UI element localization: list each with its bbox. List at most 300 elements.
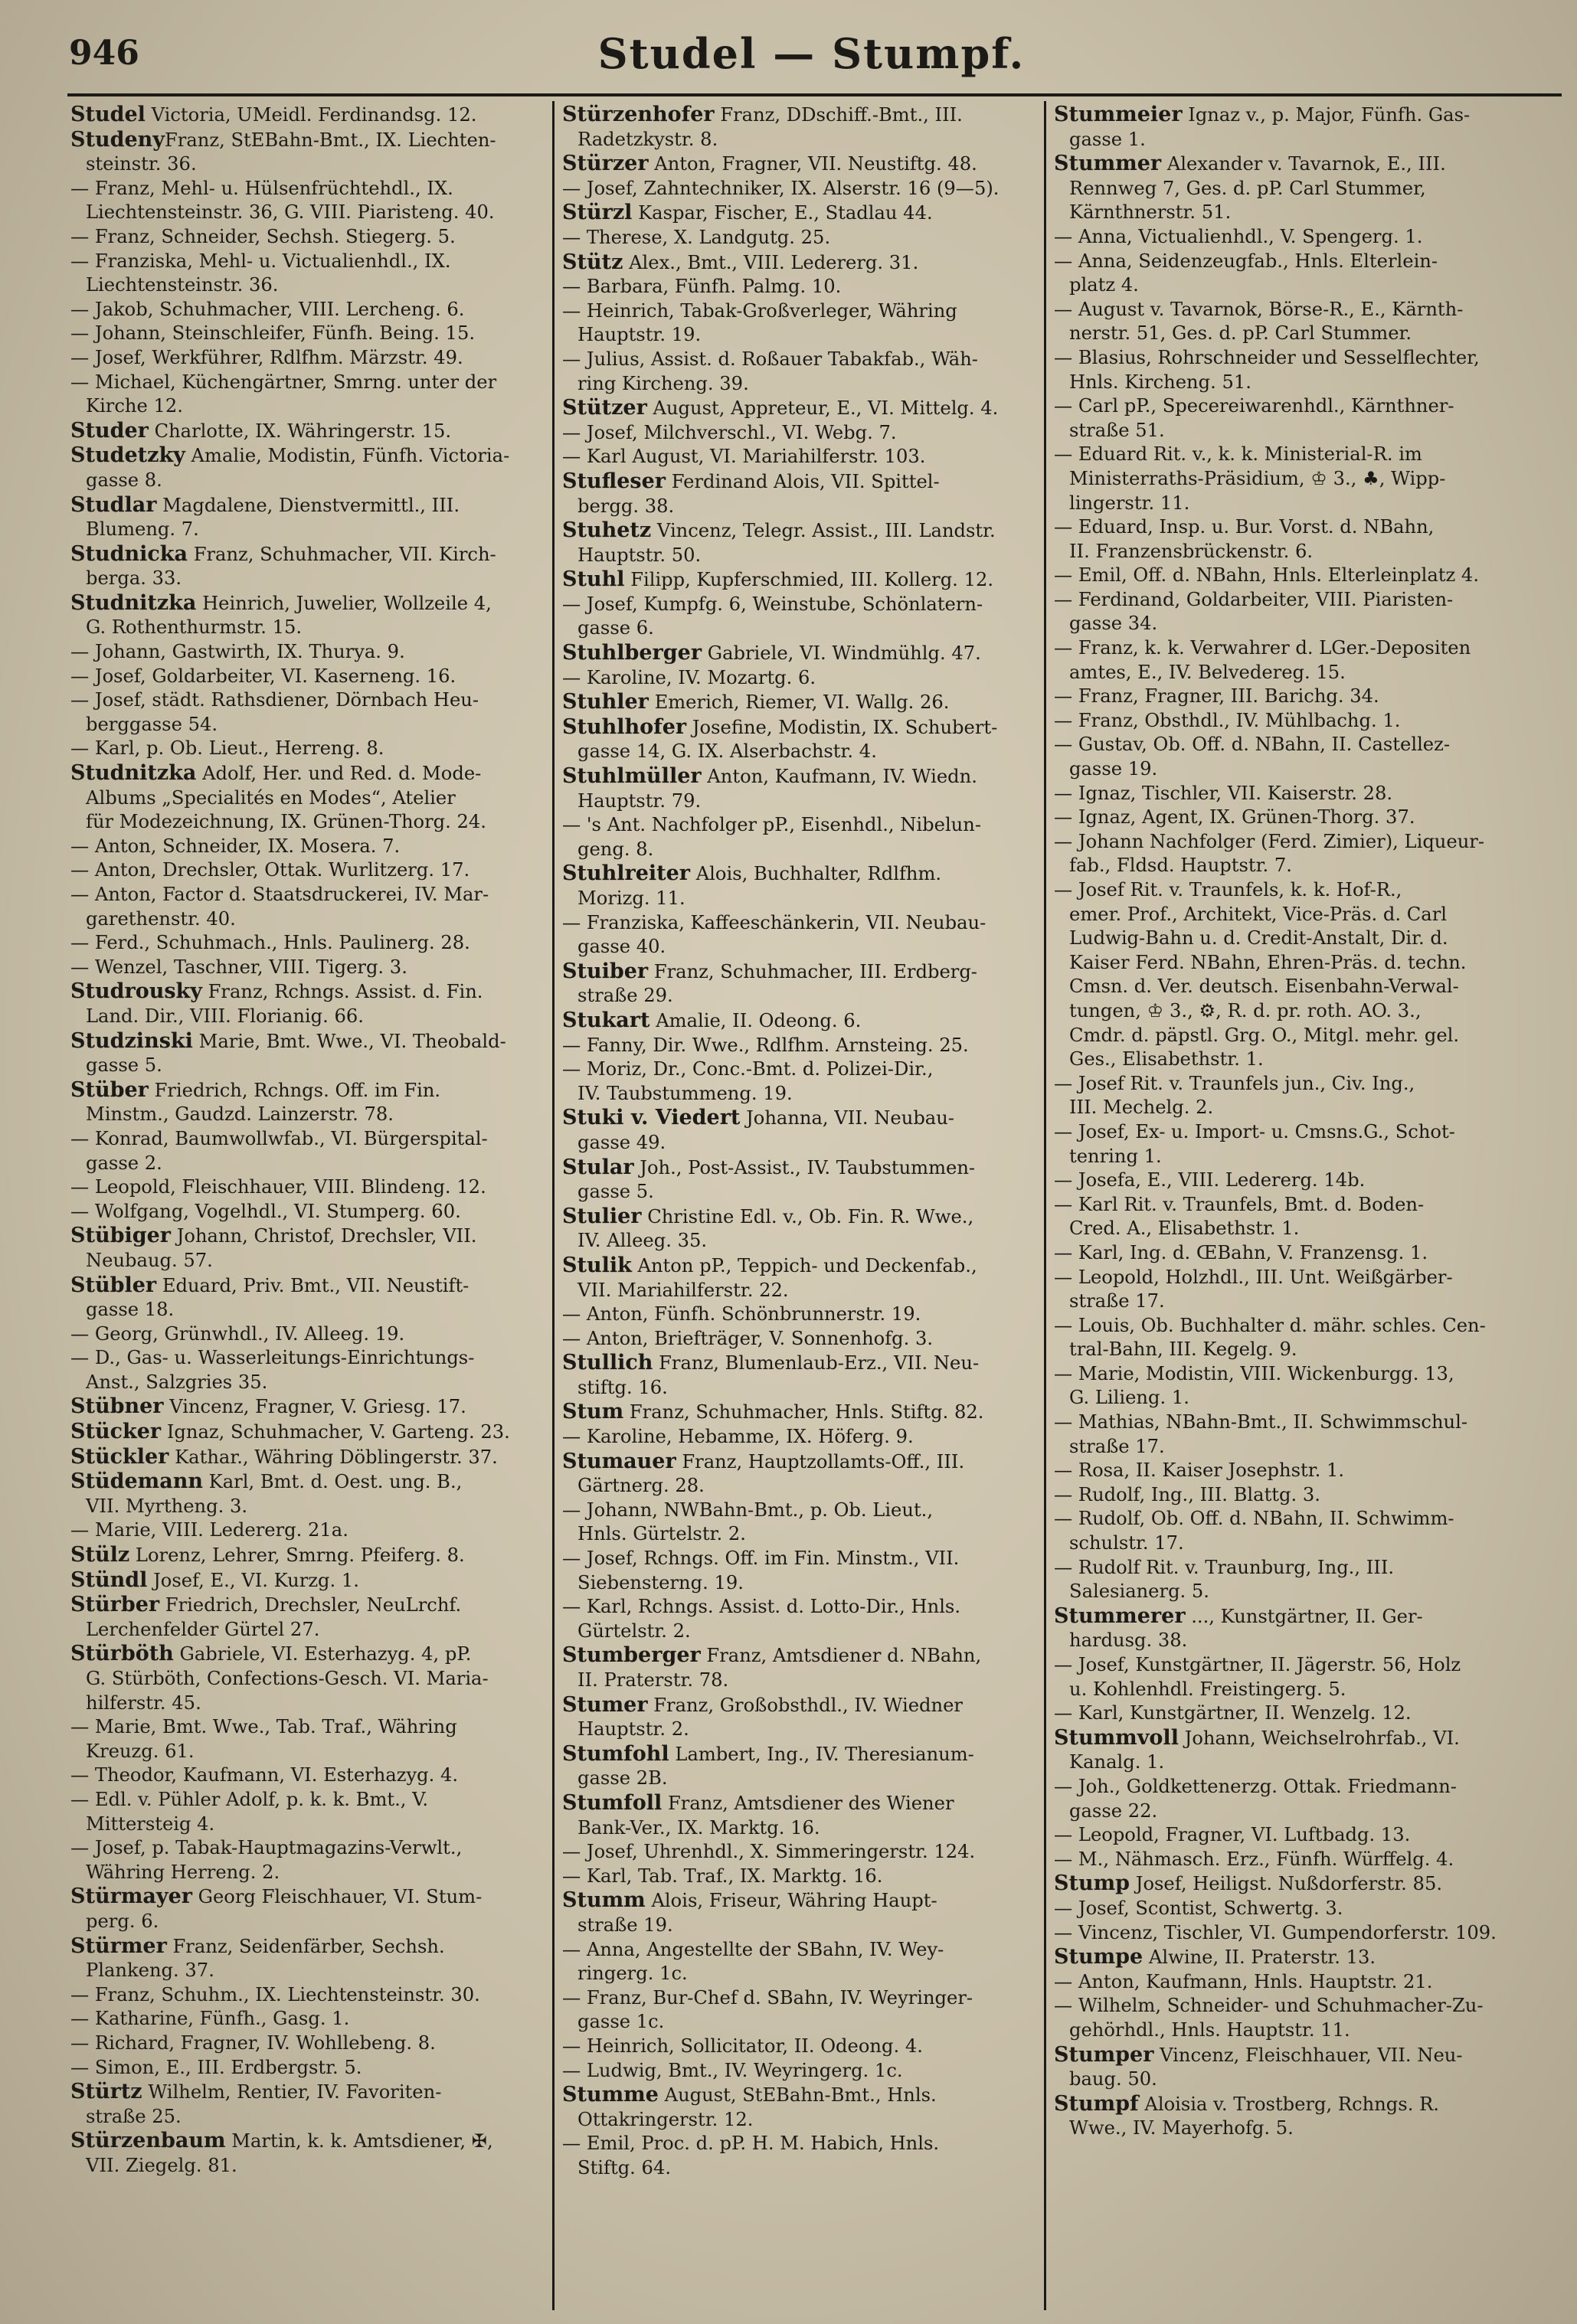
directory-entry [70,2031,551,2056]
directory-entry [70,322,551,346]
entry-line: — Mathias, NBahn-Bmt., II. Schwimmschul- [1054,1411,1468,1433]
entry-surname: Stütz [562,250,623,274]
directory-entry [562,764,1043,813]
entry-line: Land. Dir., VIII. Florianig. 66. [86,1005,364,1027]
entry-line: gasse 19. [1069,758,1158,780]
entry-line: — Jakob, Schuhmacher, VIII. Lercheng. 6. [70,298,465,320]
entry-text: Magdalene, Dienstvermittl., III. [156,494,460,516]
entry-surname: Stüdemann [70,1469,203,1494]
entry-text: Franz, Hauptzollamts-Off., III. [676,1450,965,1473]
entry-text: Alwine, II. Praterstr. 13. [1143,1946,1376,1969]
directory-entry [562,567,1043,593]
entry-line [562,2083,1043,2108]
directory-entry [562,1425,1043,1450]
entry-surname: Stumauer [562,1449,676,1473]
entry-surname: Stulik [562,1253,632,1277]
entry-line: fab., Fldsd. Hauptstr. 7. [1069,855,1292,877]
directory-entry [562,1155,1043,1204]
entry-surname: Stüber [70,1077,149,1102]
entry-text: Amalie, II. Odeong. 6. [649,1009,862,1031]
entry-line: Anst., Salzgries 35. [86,1371,268,1393]
entry-line: Wwe., IV. Mayerhofg. 5. [1069,2117,1294,2139]
entry-text: Friedrich, Drechsler, NeuLrchf. [159,1594,462,1616]
entry-line: — Eduard, Insp. u. Bur. Vorst. d. NBahn, [1054,516,1435,538]
directory-entry [1054,2043,1535,2092]
entry-text: Josefine, Modistin, IX. Schubert- [686,716,998,738]
directory-entry [1054,1266,1535,1314]
directory-entry [562,250,1043,276]
entry-text: Franz, Blumenlaub-Erz., VII. Neu- [653,1352,980,1374]
entry-line: — Josef, Scontist, Schwertg. 3. [1054,1897,1343,1919]
column-divider [1044,101,1046,2310]
directory-entry [1054,1653,1535,1701]
entry-line [70,1224,551,1249]
entry-line: — Josef, Kunstgärtner, II. Jägerstr. 56, Holz [1054,1654,1461,1675]
entry-text: Marie, Bmt. Wwe., VI. Theobald- [192,1030,506,1052]
entry-line: — Marie, VIII. Ledererg. 21a. [70,1519,348,1541]
directory-entry [1054,1848,1535,1872]
entry-line: — Josef, Goldarbeiter, VI. Kaserneng. 16. [70,665,456,687]
entry-text: Johanna, VII. Neubau- [740,1107,954,1129]
entry-line: VII. Mariahilferstr. 22. [577,1279,789,1301]
entry-line: Hnls. Kircheng. 51. [1069,371,1251,393]
entry-text: ..., Kunstgärtner, II. Ger- [1185,1605,1423,1627]
entry-text: August, StEBahn-Bmt., Hnls. [658,2084,937,2107]
directory-entry [70,835,551,859]
entry-line: — Karoline, IV. Mozartg. 6. [562,666,816,688]
entry-line: — Leopold, Holzhdl., III. Unt. Weißgärber- [1054,1266,1453,1288]
entry-line [562,1888,1043,1914]
directory-entry [1054,2092,1535,2141]
entry-line: III. Mechelg. 2. [1069,1097,1214,1119]
entry-line: — Fanny, Dir. Wwe., Rdlfhm. Arnsteing. 25. [562,1034,969,1056]
entry-line: u. Kohlenhdl. Freistingerg. 5. [1069,1678,1346,1700]
entry-surname: Stübiger [70,1224,172,1248]
entry-line: Plankeng. 37. [86,1960,214,1982]
directory-entry [562,1450,1043,1499]
directory-entry [1054,733,1535,781]
entry-line [562,764,1043,789]
directory-entry [562,1327,1043,1352]
entry-line: — Johann, Steinschleifer, Fünfh. Being. 15. [70,322,476,345]
entry-text: Alexander v. Tavarnok, E., III. [1161,153,1446,175]
directory-entry [562,445,1043,469]
entry-line: — Karl, p. Ob. Lieut., Herreng. 8. [70,737,384,760]
entry-surname: Stulier [562,1204,642,1228]
column-divider [552,101,555,2310]
entry-surname: Stufleser [562,469,666,493]
entry-line: Gärtnerg. 28. [577,1475,705,1497]
directory-entry [70,1445,551,1470]
entry-line: — Josef Rit. v. Traunfels jun., Civ. Ing., [1054,1072,1415,1094]
entry-text: Johann, Christof, Drechsler, VII. [171,1225,477,1247]
entry-text: Filipp, Kupferschmied, III. Kollerg. 12. [624,569,994,591]
entry-surname: Studetzky [70,443,185,468]
directory-entry [1054,443,1535,515]
entry-line: Lerchenfelder Gürtel 27. [86,1618,320,1640]
entry-line: amtes, E., IV. Belvedereg. 15. [1069,661,1346,683]
directory-entry [562,1204,1043,1254]
entry-line: Ludwig-Bahn u. d. Credit-Anstalt, Dir. d. [1069,927,1448,950]
entry-line: tenring 1. [1069,1145,1162,1167]
entry-line: — Josef, Werkführer, Rdlfhm. Märzstr. 49. [70,346,463,368]
entry-line: Hauptstr. 79. [577,789,702,812]
entry-text: Josef, E., VI. Kurzg. 1. [147,1569,359,1591]
entry-line [70,1028,551,1054]
entry-surname: Stützer [562,396,647,420]
entry-line [70,1420,551,1445]
entry-line [562,567,1043,593]
entry-line: — Marie, Bmt. Wwe., Tab. Traf., Währing [70,1716,457,1738]
entry-text: Gabriele, VI. Windmühlg. 47. [702,642,981,665]
directory-entry [1054,1970,1535,1995]
directory-entry [1054,225,1535,250]
directory-entry [562,299,1043,348]
directory-entry [562,348,1043,396]
entry-line: berggasse 54. [86,713,218,735]
directory-entry [1054,636,1535,685]
entry-line: für Modezeichnung, IX. Grünen-Thorg. 24. [86,811,486,833]
entry-line: — Franz, Obsthdl., IV. Mühlbachg. 1. [1054,709,1401,731]
entry-line [1054,2042,1535,2068]
entry-line [562,152,1043,177]
entry-line: — August v. Tavarnok, Börse-R., E., Kärnth- [1054,298,1464,320]
entry-line: schulstr. 17. [1069,1532,1184,1554]
entry-line: II. Praterstr. 78. [577,1669,729,1691]
directory-entry [1054,1314,1535,1362]
entry-line: — Franz, Fragner, III. Barichg. 34. [1054,685,1379,708]
entry-line: — Louis, Ob. Buchhalter d. mähr. schles. Cen- [1054,1314,1486,1336]
entry-line: straße 17. [1069,1435,1165,1457]
entry-surname: Stuhlreiter [562,861,691,886]
entry-line: IV. Taubstummeng. 19. [577,1082,793,1104]
entry-line: — Franz, Schneider, Sechsh. Stiegerg. 5. [70,225,456,247]
entry-line: lingerstr. 11. [1069,492,1190,514]
entry-text: Eduard, Priv. Bmt., VII. Neustift- [156,1274,470,1296]
directory-entry [70,1642,551,1715]
entry-text: Christine Edl. v., Ob. Fin. R. Wwe., [641,1205,974,1227]
entry-text: Aloisia v. Trostberg, Rchngs. R. [1138,2093,1439,2115]
entry-line: — Anna, Seidenzeugfab., Hnls. Elterlein- [1054,250,1438,272]
entry-line: gasse 40. [577,936,666,958]
entry-line: Cmsn. d. Ver. deutsch. Eisenbahn-Verwal- [1069,976,1459,998]
directory-entry [1054,1994,1535,2042]
entry-text: Franz, StEBahn-Bmt., IX. Liechten- [164,129,496,151]
directory-column-1 [70,103,551,2308]
directory-entry [562,1840,1043,1865]
entry-line: — Julius, Assist. d. Roßauer Tabakfab., Wäh- [562,348,978,370]
entry-line: — Carl pP., Specereiwarenhdl., Kärnthner- [1054,395,1454,417]
entry-line [562,469,1043,495]
directory-entry [562,1742,1043,1791]
directory-entry [562,469,1043,518]
directory-entry [70,1593,551,1642]
entry-line: Cred. A., Elisabethstr. 1. [1069,1218,1300,1240]
entry-line: — Franz, Mehl- u. Hülsenfrüchtehdl., IX. [70,177,453,199]
entry-surname: Stürzenbaum [70,2129,226,2153]
directory-entry [1054,515,1535,564]
directory-entry [70,1029,551,1078]
entry-line [70,1273,551,1299]
entry-line: gasse 14, G. IX. Alserbachstr. 4. [577,740,877,763]
entry-line: — Theodor, Kaufmann, VI. Esterhazyg. 4. [70,1764,459,1786]
entry-surname: Stülz [70,1543,130,1567]
entry-text: Victoria, UMeidl. Ferdinandsg. 12. [145,104,477,126]
directory-entry [1054,782,1535,806]
directory-entry [70,103,551,128]
entry-line: Morizg. 11. [577,887,685,909]
entry-line: hardusg. 38. [1069,1629,1188,1652]
directory-entry [562,690,1043,715]
entry-line: — Josefa, E., VIII. Ledererg. 14b. [1054,1169,1366,1191]
directory-entry [562,1938,1043,1986]
entry-line [562,1643,1043,1669]
entry-line: — Therese, X. Landgutg. 25. [562,226,831,248]
entry-line: ring Kircheng. 39. [577,372,749,394]
directory-entry [1054,1945,1535,1970]
entry-line: — Rosa, II. Kaiser Josephstr. 1. [1054,1459,1345,1482]
entry-surname: Stürber [70,1593,160,1617]
entry-line: — Josef, Zahntechniker, IX. Alserstr. 16 (9—5). [562,177,1000,199]
entry-surname: Stullich [562,1351,653,1375]
directory-entry [562,1547,1043,1595]
directory-entry [562,1643,1043,1692]
page-number: 946 [69,34,139,73]
directory-entry [70,979,551,1028]
entry-line: — Ferdinand, Goldarbeiter, VIII. Piaristen- [1054,588,1454,610]
directory-entry [70,931,551,956]
entry-text: Ignaz v., p. Major, Fünfh. Gas- [1182,104,1471,126]
entry-line: steinstr. 36. [86,153,197,175]
entry-line: G. Stürböth, Confections-Gesch. VI. Maria- [86,1668,489,1689]
entry-line: — Ferd., Schuhmach., Hnls. Paulinerg. 28. [70,932,470,954]
directory-entry [1054,1556,1535,1604]
directory-entry [1054,1897,1535,1921]
directory-entry [70,956,551,980]
entry-line: — Karl, Tab. Traf., IX. Marktg. 16. [562,1865,883,1887]
entry-line [70,1567,551,1593]
entry-line: — Josef, städt. Rathsdiener, Dörnbach Heu- [70,689,479,711]
entry-line: — Richard, Fragner, IV. Wohllebeng. 8. [70,2031,436,2054]
entry-text: Alex., Bmt., VIII. Ledererg. 31. [623,251,919,273]
directory-entry [70,1763,551,1788]
entry-text: Anton, Kaufmann, IV. Wiedn. [701,766,977,788]
entry-line [1054,152,1535,177]
directory-entry [562,1595,1043,1643]
entry-line [70,1394,551,1420]
entry-surname: Stuhlmüller [562,764,702,789]
entry-line: Hnls. Gürtelstr. 2. [577,1523,746,1545]
entry-surname: Stürzer [562,152,649,176]
entry-text: Martin, k. k. Amtsdiener, ✠, [225,2130,493,2152]
entry-text: Joh., Post-Assist., IV. Taubstummen- [633,1156,976,1178]
directory-entry [1054,830,1535,878]
entry-line [562,1790,1043,1816]
directory-entry [562,226,1043,250]
entry-line: Kaiser Ferd. NBahn, Ehren-Präs. d. techn. [1069,951,1467,973]
entry-line: — Josef, Rchngs. Off. im Fin. Minstm., VII. [562,1548,960,1570]
entry-text: Adolf, Her. und Red. d. Mode- [196,763,482,785]
directory-entry [562,177,1043,201]
directory-entry [562,641,1043,666]
entry-line: — Rudolf, Ing., III. Blattg. 3. [1054,1483,1320,1505]
entry-line: — M., Nähmasch. Erz., Fünfh. Würffelg. 4. [1054,1848,1454,1870]
entry-line [1054,1871,1535,1897]
entry-line: — Franz, k. k. Verwahrer d. LGer.-Depositen [1054,637,1471,659]
entry-surname: Stumper [1054,2042,1154,2067]
entry-line: gasse 2. [86,1152,162,1174]
entry-line [562,1106,1043,1131]
directory-entry [562,201,1043,226]
entry-line: — Franz, Schuhm., IX. Liechtensteinstr. 30. [70,1983,480,2005]
directory-entry [562,1351,1043,1400]
entry-line: hilferstr. 45. [86,1692,201,1714]
directory-entry [70,1568,551,1593]
entry-line [70,127,551,153]
entry-line [70,103,551,128]
entry-line: — Ignaz, Agent, IX. Grünen-Thorg. 37. [1054,806,1415,829]
entry-line [562,1449,1043,1475]
directory-entry [70,1788,551,1836]
entry-line: gasse 49. [577,1131,666,1153]
directory-entry [1054,564,1535,588]
entry-text: Franz, Schuhmacher, III. Erdberg- [648,960,977,982]
entry-line: — Wenzel, Taschner, VIII. Tigerg. 3. [70,956,407,978]
entry-surname: Stular [562,1155,634,1179]
entry-line: Ministerraths-Präsidium, ♔ 3., ♣, Wipp- [1069,467,1446,489]
entry-line [1054,1725,1535,1751]
directory-entry [70,298,551,322]
entry-line: garethenstr. 40. [86,907,236,930]
entry-line: — Josef, Uhrenhdl., X. Simmeringerstr. 124. [562,1841,976,1863]
header-rule [67,93,1562,96]
directory-entry [562,2132,1043,2180]
directory-entry [70,443,551,492]
entry-line [562,1692,1043,1718]
entry-surname: Stumpe [1054,1945,1143,1969]
entry-text: Franz, Schuhmacher, Hnls. Stiftg. 82. [623,1401,984,1423]
entry-line: — Karl Rit. v. Traunfels, Bmt. d. Boden- [1054,1193,1425,1215]
directory-entry [1054,1701,1535,1726]
entry-line [1054,1945,1535,1970]
entry-surname: Stürtz [70,2080,142,2104]
entry-text: Anton, Fragner, VII. Neustiftg. 48. [648,153,977,175]
entry-line: Minstm., Gaudzd. Lainzerstr. 78. [86,1103,394,1126]
entry-line: — Marie, Modistin, VIII. Wickenburgg. 13, [1054,1362,1454,1384]
entry-line [70,1077,551,1103]
entry-line [70,1884,551,1910]
directory-entry [562,1499,1043,1547]
entry-surname: Stübler [70,1273,157,1297]
entry-line: — Katharine, Fünfh., Gasg. 1. [70,2008,350,2030]
directory-entry [562,1693,1043,1742]
directory-entry [1054,1169,1535,1193]
entry-line [562,396,1043,421]
entry-surname: Stuhler [562,690,649,714]
entry-line: Kirche 12. [86,395,183,417]
entry-line: gasse 5. [86,1054,162,1077]
entry-line: Neubaug. 57. [86,1249,213,1271]
entry-surname: Stürmer [70,1933,167,1958]
directory-entry [1054,298,1535,346]
entry-line: — Franziska, Kaffeeschänkerin, VII. Neubau- [562,911,986,933]
directory-entry [562,593,1043,641]
directory-entry [1054,685,1535,709]
entry-line: — Josef, Milchverschl., VI. Webg. 7. [562,421,897,443]
entry-surname: Stump [1054,1871,1130,1896]
directory-entry [70,1078,551,1127]
directory-entry [70,2056,551,2080]
entry-line: gasse 22. [1069,1799,1158,1822]
directory-entry [1054,588,1535,636]
directory-entry [70,688,551,737]
entry-line [562,1008,1043,1034]
entry-line: Währing Herreng. 2. [86,1861,280,1883]
directory-entry [70,1175,551,1200]
directory-entry [1054,1120,1535,1169]
entry-line: G. Rothenthurmstr. 15. [86,616,303,639]
entry-line: Gürtelstr. 2. [577,1620,691,1642]
entry-line: perg. 6. [86,1910,159,1932]
page-header [69,29,1554,90]
entry-line: — Ignaz, Tischler, VII. Kaiserstr. 28. [1054,782,1393,804]
directory-entry [70,2080,551,2129]
entry-surname: Stürzenhofer [562,103,715,126]
entry-line [70,1593,551,1618]
directory-entry [562,1008,1043,1034]
directory-entry [1054,1726,1535,1775]
entry-surname: Studer [70,418,149,443]
entry-line: Cmdr. d. päpstl. Grg. O., Mitgl. mehr. gel. [1069,1024,1460,1046]
entry-line: — Johann, NWBahn-Bmt., p. Ob. Lieut., [562,1499,934,1521]
entry-text: Johann, Weichselrohrfab., VI. [1178,1727,1460,1749]
entry-surname: Stumfoll [562,1790,663,1815]
entry-line [70,979,551,1005]
entry-line: Kanalg. 1. [1069,1751,1165,1773]
directory-entry [1054,1483,1535,1508]
entry-line: — Joh., Goldkettenerzg. Ottak. Friedmann- [1054,1775,1457,1797]
entry-line [70,761,551,786]
entry-line: gasse 5. [577,1181,654,1203]
entry-line: Liechtensteinstr. 36. [86,274,279,296]
directory-entry [1054,346,1535,394]
entry-surname: Stündl [70,1567,148,1592]
directory-entry [562,2059,1043,2084]
entry-line: Kreuzg. 61. [86,1740,195,1762]
entry-line: Radetzkystr. 8. [577,128,718,150]
directory-entry [562,103,1043,152]
entry-line: VII. Myrtheng. 3. [86,1495,248,1517]
entry-line: Liechtensteinstr. 36, G. VIII. Piaristeng. 40. [86,201,495,224]
entry-surname: Studel [70,103,146,126]
entry-line: Rennweg 7, Ges. d. pP. Carl Stummer, [1069,177,1426,199]
directory-entry [70,493,551,542]
entry-surname: Stumpf [1054,2091,1139,2116]
directory-entry [70,761,551,835]
entry-line [562,959,1043,985]
entry-text: Lorenz, Lehrer, Smrng. Pfeiferg. 8. [129,1544,465,1567]
directory-entry [562,1791,1043,1840]
entry-text: Vincenz, Fleischhauer, VII. Neu- [1153,2044,1463,2066]
directory-entry [70,419,551,444]
directory-entry [562,813,1043,861]
directory-entry [562,1057,1043,1106]
entry-text: Ignaz, Schuhmacher, V. Garteng. 23. [161,1421,510,1443]
entry-line: gasse 1. [1069,128,1146,150]
directory-entry [70,1224,551,1273]
entry-surname: Studnitzka [70,590,197,615]
directory-entry [70,346,551,371]
